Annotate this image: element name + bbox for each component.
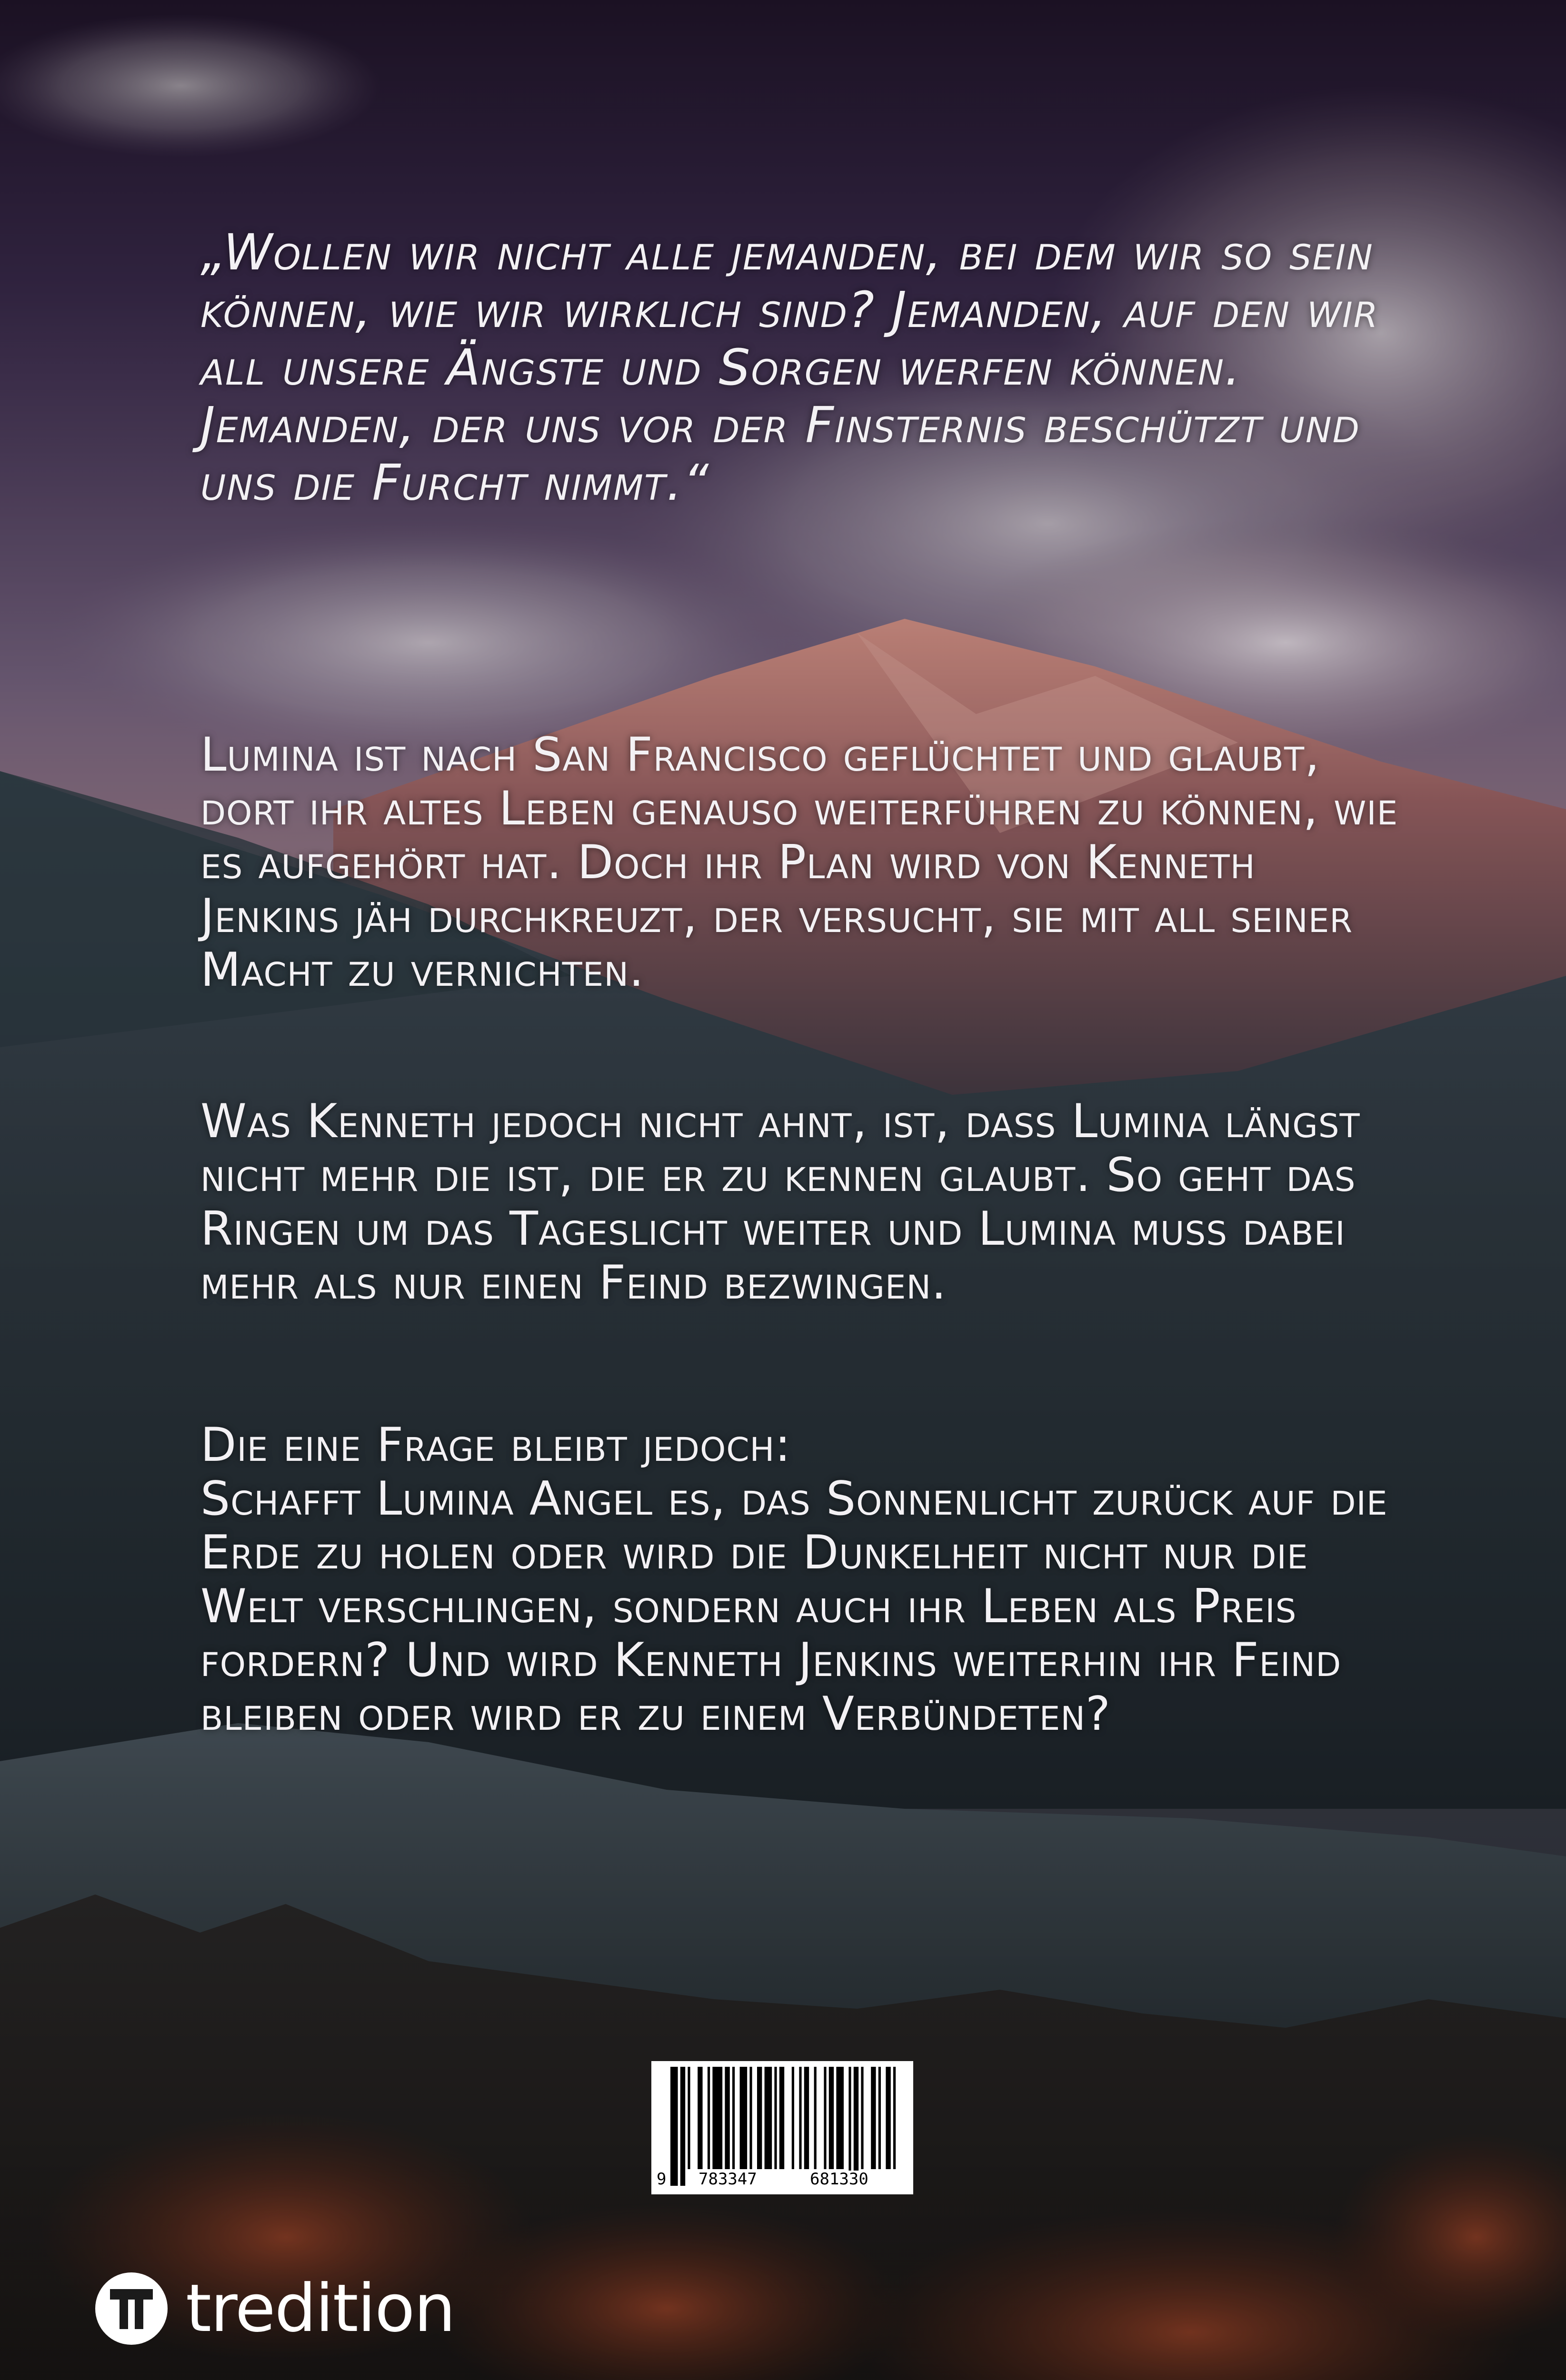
- barcode-bar: [861, 2067, 863, 2169]
- barcode-bar: [871, 2067, 876, 2169]
- blurb-paragraph-2: Was Kenneth jedoch nicht ahnt, ist, dass Lumina längst nicht mehr die ist, die er zu kennen glaubt. So geht das Ringen um das Tageslicht weiter und Lumina muss dabei mehr als nur einen Feind bezwingen.: [200, 1094, 1360, 1310]
- isbn-lead-digit: 9: [655, 2171, 668, 2188]
- barcode-bar: [792, 2067, 794, 2169]
- barcode-bar: [757, 2067, 762, 2169]
- isbn-left-group: 783347: [697, 2171, 758, 2188]
- blurb-question-lead: Die eine Frage bleibt jedoch:: [200, 1418, 791, 1472]
- barcode-bar: [680, 2067, 685, 2186]
- barcode-bar: [854, 2067, 858, 2186]
- isbn-barcode: [651, 2061, 913, 2194]
- barcode-bar: [836, 2067, 844, 2169]
- barcode-bar: [688, 2067, 690, 2169]
- barcode-bar: [765, 2067, 772, 2169]
- barcode-bar: [725, 2067, 729, 2169]
- barcode-bar: [670, 2067, 678, 2186]
- blurb-question-text: Schafft Lumina Angel es, das Sonnenlicht zurück auf die Erde zu holen oder wird die Dunkelheit nicht nur die Welt verschlingen, sondern auch ihr Leben als Preis fordern? Und wird Kenneth Jenkins weiterhin ihr Feind bleiben oder wird er zu einem Verbündeten?: [200, 1472, 1388, 1741]
- barcode-bar: [829, 2067, 834, 2169]
- publisher-name: tredition: [186, 2270, 455, 2347]
- publisher-brand: [95, 2271, 455, 2347]
- barcode-bar: [749, 2067, 752, 2169]
- blurb-paragraph-3: [200, 1418, 1400, 1741]
- isbn-right-group: 681330: [808, 2171, 870, 2188]
- barcode-bar: [886, 2067, 890, 2169]
- barcode-bar: [814, 2067, 817, 2169]
- barcode-bars: [651, 2061, 913, 2194]
- barcode-bar: [732, 2067, 735, 2169]
- tredition-t-logo-icon: [95, 2272, 168, 2345]
- barcode-bar: [848, 2067, 851, 2186]
- barcode-bar: [774, 2067, 777, 2169]
- barcode-bar: [878, 2067, 881, 2169]
- barcode-bar: [712, 2067, 722, 2169]
- barcode-bar: [804, 2067, 809, 2169]
- cover-quote: „Wollen wir nicht alle jemanden, bei dem wir so sein können, wie wir wirklich sind? Jemanden, auf den wir all unsere Ängste und Sorgen werfen können. Jemanden, der uns vor der Finsternis beschützt und uns die Furcht nimmt.“: [200, 223, 1379, 512]
- barcode-bar: [698, 2067, 702, 2169]
- barcode-bar: [708, 2067, 710, 2169]
- barcode-bar: [740, 2067, 748, 2169]
- barcode-bar: [893, 2067, 896, 2169]
- barcode-bar: [824, 2067, 826, 2169]
- barcode-bar: [799, 2067, 801, 2169]
- blurb-paragraph-1: Lumina ist nach San Francisco geflüchtet und glaubt, dort ihr altes Leben genauso weiterführen zu können, wie es aufgehört hat. Doch ihr Plan wird von Kenneth Jenkins jäh durchkreuzt, der versucht, sie mit all seiner Macht zu vernichten.: [200, 728, 1398, 997]
- barcode-bar: [779, 2067, 784, 2169]
